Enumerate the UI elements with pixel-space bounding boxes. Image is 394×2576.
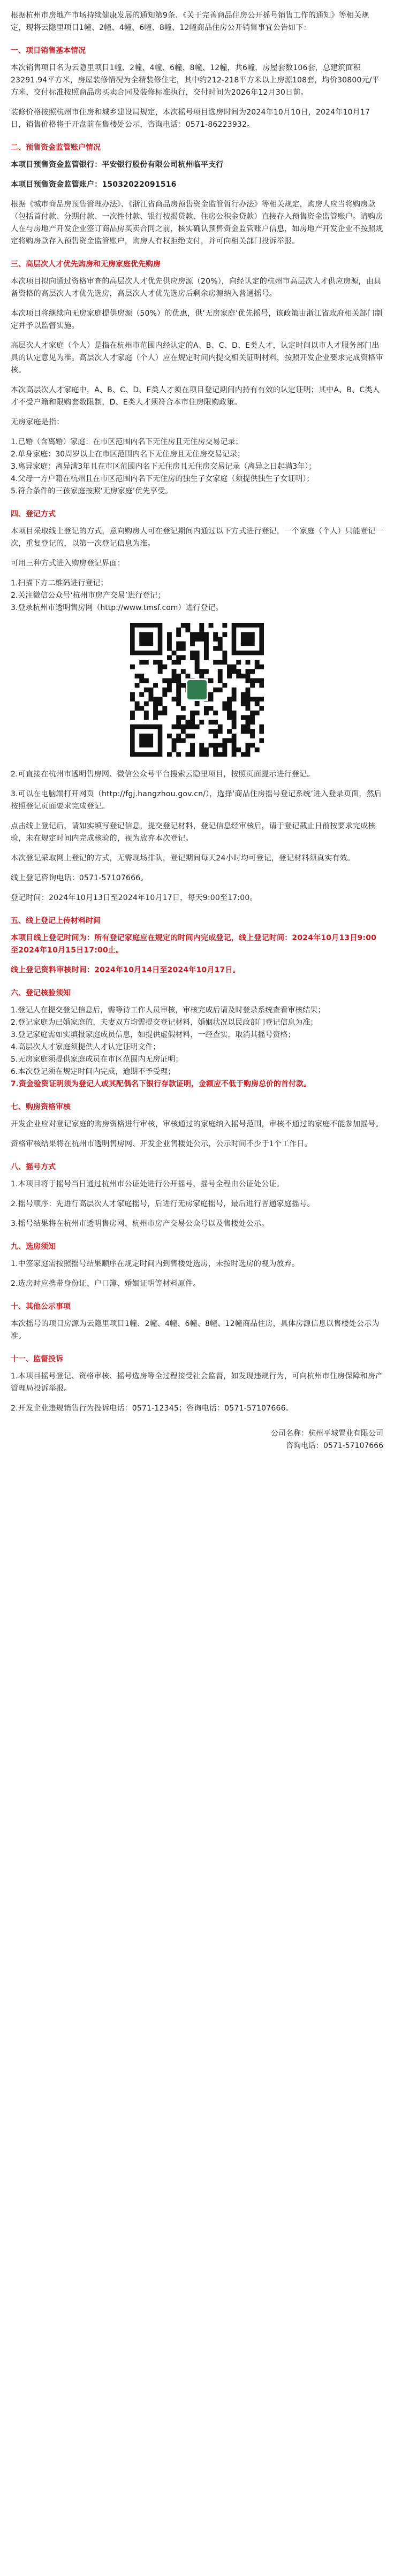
list-item: 6.本次登记须在规定时间内完成，逾期不予受理； xyxy=(11,1068,176,1076)
section-1-title: 一、项目销售基本情况 xyxy=(11,47,86,55)
section-11-paragraph: 1.本项目摇号登记、资格审核、摇号选房等全过程接受社会监督，如发现违规行为，可向杭州市住房保障和房产管理局投诉举报。 xyxy=(11,1372,383,1393)
after-qr-paragraph: 登记时间：2024年10月13日至2024年10月17日，每天9:00至17:00。 xyxy=(11,894,257,902)
section-6-title: 六、登记核验须知 xyxy=(11,989,71,997)
section-5-paragraph: 本项目线上登记时间为：所有登记家庭应在规定的时间内完成登记，线上登记时间：2024年10月13日9:00至2024年10月15日17:00止。 xyxy=(11,934,377,955)
section-11-paragraph: 2.开发企业违规销售行为投诉电话：0571-12345；咨询电话：0571-57107666。 xyxy=(11,1404,293,1413)
list-item: 7.资金验资证明须为登记人或其配偶名下银行存款证明，金额应不低于购房总价的首付款。 xyxy=(11,1080,312,1088)
qr-logo xyxy=(186,679,208,701)
section-1-paragraph: 本次销售项目名为云隐里项目1幢、2幢、4幢、6幢、8幢、12幢，共6幢，房屋套数106套，总建筑面积23291.94平方米，房屋装修情况为全精装修住宅，其中约212-218平方米以上房源108套，均价30800元/平方米，交付标准按照商品房买卖合同及装修标准执行，交付时间为2026年12月30日前。 xyxy=(11,64,380,97)
list-item: 3.登记家庭需如实填报家庭成员信息，如提供虚假材料，一经查实，取消其摇号资格； xyxy=(11,1031,296,1039)
section-3-title: 三、高层次人才优先购房和无房家庭优先购房 xyxy=(11,260,161,269)
section-3-paragraph: 本次项目将继续向无房家庭提供房源（50%）的优惠，供‘无房家庭’优先摇号，该政策由浙江省政府相关部门制定并予以监督实施。 xyxy=(11,309,383,330)
list-item: 2.关注微信公众号‘杭州市房产交易’进行登记； xyxy=(11,591,165,600)
list-item: 5.符合条件的三孩家庭按照‘无房家庭’优先享受。 xyxy=(11,487,173,496)
section-3-paragraph: 无房家庭是指： xyxy=(11,418,64,426)
section-4-title: 四、登记方式 xyxy=(11,510,56,519)
contact-phone: 咨询电话：0571-57107666 xyxy=(286,1442,383,1450)
section-3-paragraph: 高层次人才家庭（个人）是指在杭州市范围内经认定的A、B、C、D、E类人才，认定时间以市人才服务部门出具的认定意见为准。高层次人才家庭（个人）应在规定时间内提交相关证明材料，按照开发企业要求完成资格审核。 xyxy=(11,341,383,375)
section-5-paragraph: 线上登记资料审核时间：2024年10月14日至2024年10月17日。 xyxy=(11,966,240,974)
supervision-bank: 本项目预售资金监管银行：平安银行股份有限公司杭州临平支行 xyxy=(11,161,224,169)
section-9-paragraph: 2.选房时应携带身份证、户口簿、婚姻证明等材料原件。 xyxy=(11,1279,201,1288)
section-7-title: 七、购房资格审核 xyxy=(11,1103,71,1111)
section-4-paragraph: 本项目采取线上登记的方式，意向购房人可在登记期间内通过以下方式进行登记，一个家庭（个人）只能登记一次，重复登记的，以第一次登记信息为准。 xyxy=(11,527,383,548)
list-item: 1.登记人在提交登记信息后，需等待工作人员审核，审核完成后请及时登录系统查看审核结果； xyxy=(11,1006,325,1015)
list-item: 5.无房家庭须提供家庭成员在市区范围内无房证明； xyxy=(11,1055,183,1064)
list-item: 1.扫描下方二维码进行登记； xyxy=(11,579,108,588)
after-qr-paragraph: 线上登记咨询电话：0571-57107666。 xyxy=(11,874,148,882)
section-9-paragraph: 1.中签家庭需按照摇号结果顺序在规定时间内到售楼处选房，未按时选房的视为放弃。 xyxy=(11,1260,300,1268)
section-3-paragraph: 本次项目拟向通过资格审查的高层次人才优先供应房源（20%），向经认定的杭州市高层次人才供应房源，由具备资格的高层次人才优先选房，高层次人才优先选房后剩余房源纳入普通摇号。 xyxy=(11,277,382,298)
after-qr-paragraph: 点击线上登记后，请如实填写登记信息，提交登记材料，登记信息经审核后，请于登记截止日前按要求完成核验，未在规定时间内完成核验的，视为放弃本次登记。 xyxy=(11,822,376,843)
company-name: 公司名称：杭州平城置业有限公司 xyxy=(271,1429,383,1438)
section-4-paragraph: 可用三种方式进入购房登记界面： xyxy=(11,559,125,568)
list-item: 2.登记家庭为已婚家庭的，夫妻双方均需提交登记材料，婚姻状况以民政部门登记信息为准； xyxy=(11,1018,318,1027)
qr-code-image[interactable] xyxy=(130,623,264,757)
section-8-paragraph: 2.摇号顺序：先进行高层次人才家庭摇号，后进行无房家庭摇号，最后进行普通家庭摇号。 xyxy=(11,1200,315,1208)
section-8-title: 八、摇号方式 xyxy=(11,1163,56,1171)
qr-code-container xyxy=(11,623,383,757)
section-10-paragraph: 本次摇号的项目房源为云隐里项目1幢、2幢、4幢、6幢、8幢、12幢商品住房，具体房源信息以售楼处公示为准。 xyxy=(11,1320,380,1340)
section-8-paragraph: 1.本项目将于摇号当日通过杭州市公证处进行公开摇号，摇号全程由公证处公证。 xyxy=(11,1180,284,1188)
after-qr-paragraph: 2.可直接在杭州市透明售房网、微信公众号平台搜索云隐里项目，按照页面提示进行登记。 xyxy=(11,770,315,779)
after-qr-paragraph: 3.可以在电脑端打开网页（http://fgj.hangzhou.gov.cn/），选择‘商品住房摇号登记系统’进入登录页面，然后按照登记页面要求完成登记。 xyxy=(11,790,382,811)
section-11-title: 十一、监督投诉 xyxy=(11,1355,63,1363)
section-2-title: 二、预售资金监管账户情况 xyxy=(11,143,101,152)
list-item: 3.离异家庭：离异满3年且在市区范围内名下无住房且无住房交易记录（离异之日起满3年）； xyxy=(11,462,316,471)
section-7-paragraph: 开发企业应对登记家庭的购房资格进行审核，审核通过的家庭纳入摇号范围，审核不通过的家庭不能参加摇号。 xyxy=(11,1120,383,1129)
after-qr-paragraph: 本次登记采取网上登记的方式，无需现场排队，登记期间每天24小时均可登记，登记材料须真实有效。 xyxy=(11,854,355,863)
verification-list xyxy=(11,1004,383,1091)
section-1-paragraph: 装修价格按照杭州市住房和城乡建设局规定，本次摇号项目选房时间为2024年10月10日，2024年10月17日，销售价格将于开盘前在售楼处公示，咨询电话：0571-86223932。 xyxy=(11,108,370,129)
section-3-paragraph: 本次高层次人才家庭中，A、B、C、D、E类人才须在项目登记期间内持有有效的认定证明；其中A、B、C类人才不受户籍和限购套数限制，D、E类人才须符合本市住房限购政策。 xyxy=(11,386,380,407)
supervision-account: 本项目预售资金监管账户：15032022091516 xyxy=(11,180,177,189)
list-item: 4.高层次人才家庭须提供人才认定证明文件； xyxy=(11,1043,161,1051)
registration-methods xyxy=(11,577,383,614)
section-2-paragraph: 根据《城市商品房预售管理办法》、《浙江省商品房预售资金监管暂行办法》等相关规定，购房人应当将购房款（包括首付款、分期付款、一次性付款、银行按揭贷款、住房公积金贷款）直接存入预售资金监管账户。请购房人在与房地产开发企业签订商品房买卖合同之前，核实确认预售资金监管账户信息，如房地产开发企业不按照规定将购房款存入预售资金监管账户，购房人有权拒绝支付，并可向相关部门投诉举报。 xyxy=(11,200,383,246)
section-9-title: 九、选房须知 xyxy=(11,1243,56,1251)
list-item: 2.单身家庭：30周岁以上在市区范围内名下无住房且无住房交易记录； xyxy=(11,450,245,459)
list-item: 4.父母一方户籍在杭州且在市区范围内名下无住房的独生子女家庭（须提供独生子女证明）； xyxy=(11,475,314,483)
no-house-list xyxy=(11,436,383,498)
section-10-title: 十、其他公示事项 xyxy=(11,1302,71,1311)
section-5-title: 五、线上登记上传材料时间 xyxy=(11,917,101,925)
signature-block xyxy=(11,1428,383,1452)
list-item: 1.已婚（含离婚）家庭：在市区范围内名下无住房且无住房交易记录； xyxy=(11,438,243,446)
section-8-paragraph: 3.摇号结果将在杭州市透明售房网、杭州市房产交易公众号以及售楼处公示。 xyxy=(11,1220,269,1228)
intro-paragraph: 根据杭州市房地产市场持续健康发展的通知第9条、《关于完善商品住房公开摇号销售工作的通知》等相关规定，现将云隐里项目1幢、2幢、4幢、6幢、8幢、12幢商品住房公开销售事宜公告如下： xyxy=(11,11,369,32)
list-item: 3.登录杭州市透明售房网（http://www.tmsf.com）进行登记。 xyxy=(11,604,223,612)
section-7-paragraph: 资格审核结果将在杭州市透明售房网、开发企业售楼处公示，公示时间不少于1个工作日。 xyxy=(11,1140,312,1148)
